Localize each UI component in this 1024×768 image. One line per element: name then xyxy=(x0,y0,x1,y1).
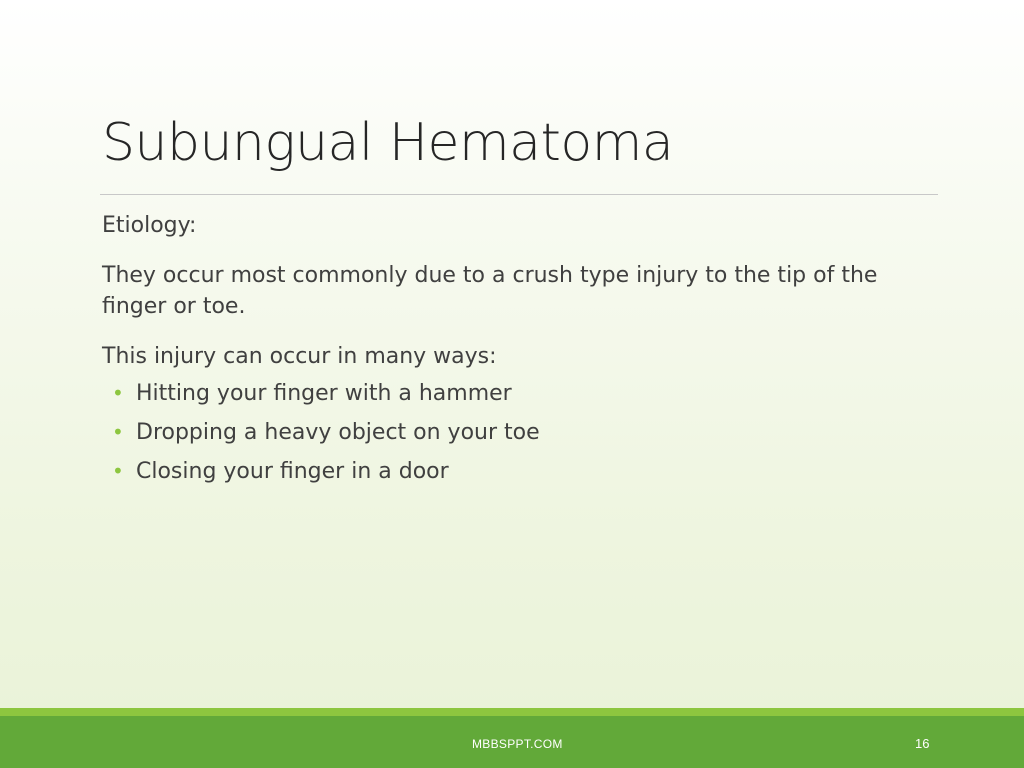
footer-accent-stripe xyxy=(0,708,1024,716)
title-divider xyxy=(100,194,938,195)
page-number: 16 xyxy=(915,736,930,751)
bullet-text: Hitting your finger with a hammer xyxy=(136,381,512,406)
bullet-text: Dropping a heavy object on your toe xyxy=(136,420,540,445)
slide-body xyxy=(102,210,932,495)
list-item xyxy=(102,378,932,409)
list-intro: This injury can occur in many ways: xyxy=(102,344,497,369)
bullet-icon: • xyxy=(112,381,124,405)
bullet-icon: • xyxy=(112,459,124,483)
bullet-icon: • xyxy=(112,420,124,444)
slide-title: Subungual Hematoma xyxy=(102,113,674,173)
cause-paragraph: They occur most commonly due to a crush type injury to the tip of the finger or toe. xyxy=(102,263,878,319)
list-item xyxy=(102,417,932,448)
bullet-list xyxy=(102,378,932,487)
bullet-text: Closing your finger in a door xyxy=(136,459,449,484)
list-item xyxy=(102,456,932,487)
footer-text: MBBSPPT.COM xyxy=(472,737,563,751)
etiology-heading: Etiology: xyxy=(102,213,197,238)
